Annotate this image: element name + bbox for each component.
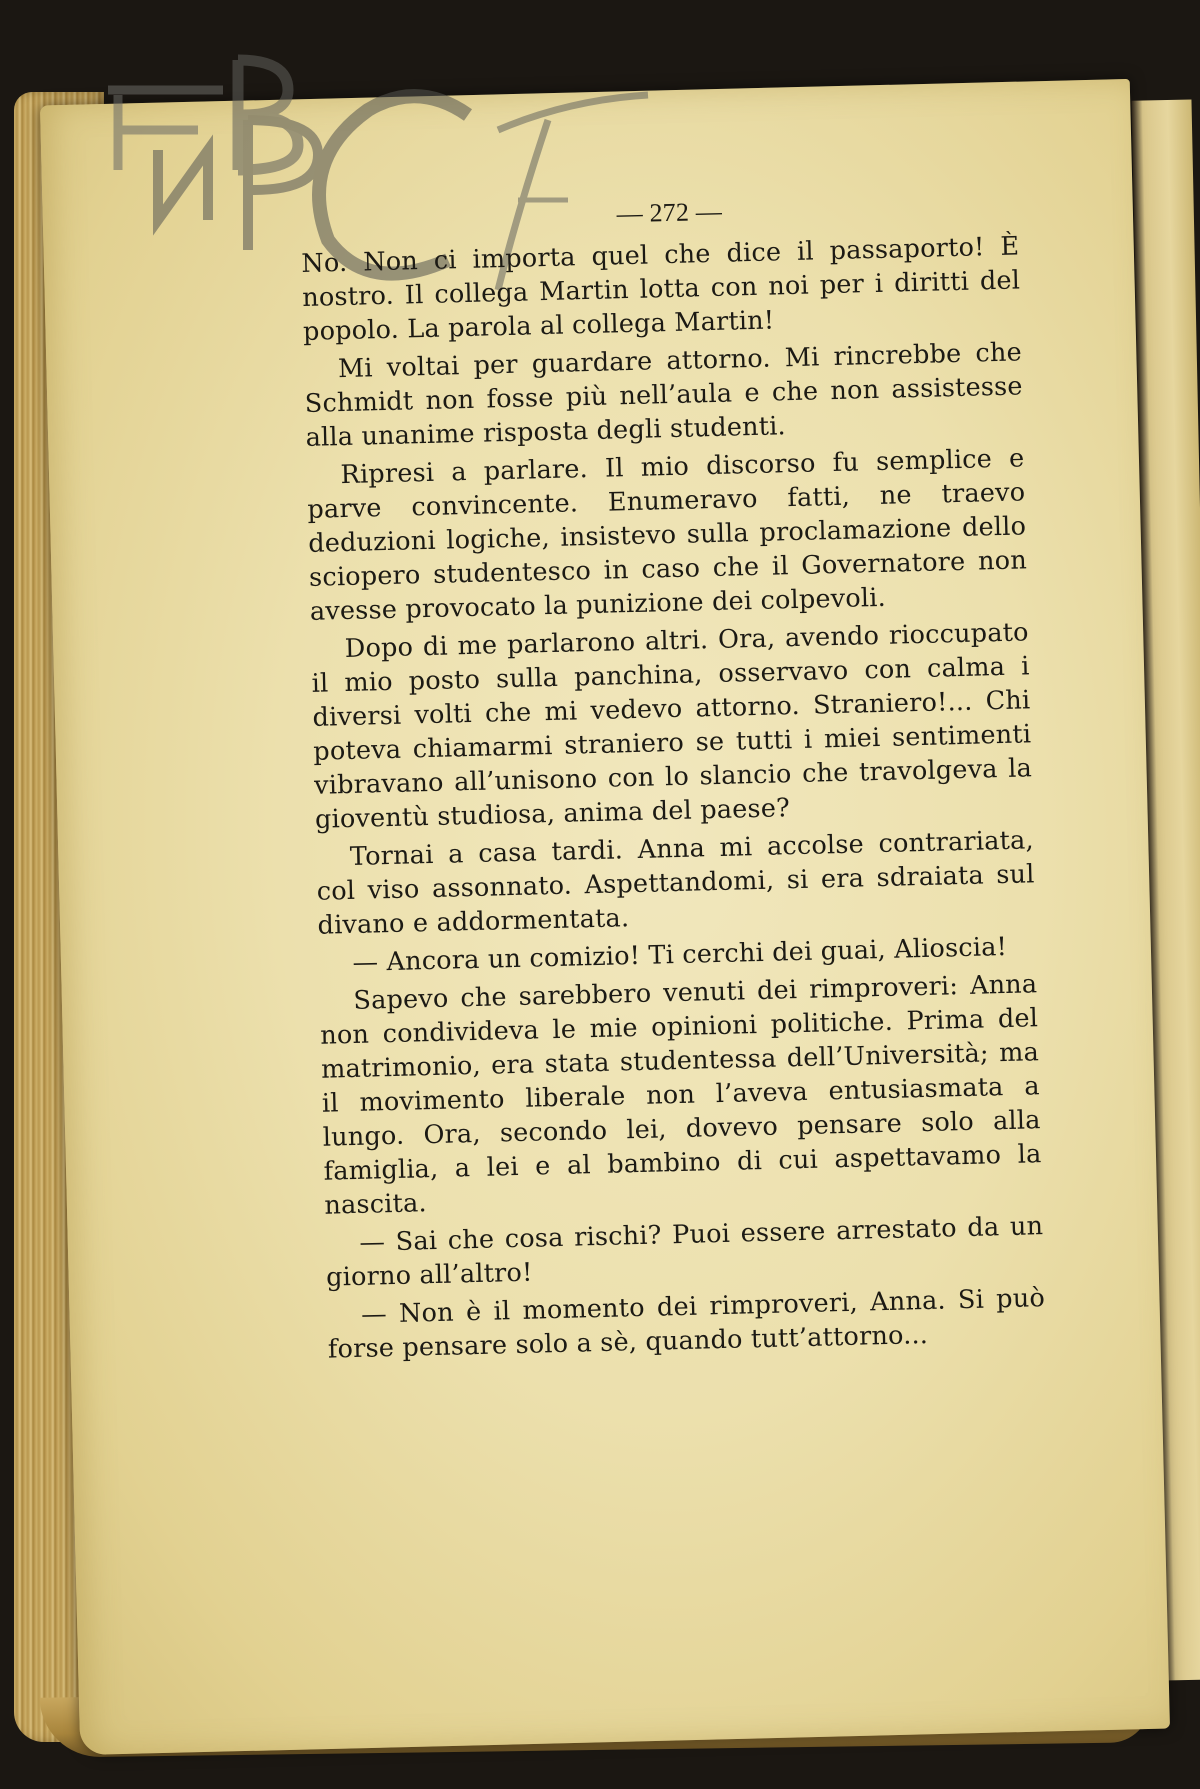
paragraph-2: Mi voltai per guardare attorno. Mi rincrebbe che Schmidt non fosse più nell’aula e che non assistesse alla unanime risposta degli studenti.	[304, 337, 1024, 453]
page-number: — 272 —	[616, 196, 723, 229]
paragraph-3: Ripresi a parlare. Il mio discorso fu semplice e parve convincente. Enumeravo fatti, ne traevo deduzioni logiche, insistevo sulla proclamazione dello sciopero studentesco in caso che il Governatore non avesse provocato la punizione dei colpevoli.	[307, 443, 1028, 627]
paragraph-6: — Ancora un comizio! Ti cerchi dei guai, Alioscia!	[352, 931, 1008, 978]
paragraph-5: Tornai a casa tardi. Anna mi accolse contrariata, col viso assonnato. Aspettandomi, si era sdraiata sul divano e addormentata.	[316, 825, 1035, 941]
page-text	[300, 187, 1046, 1370]
paragraph-8: — Sai che cosa rischi? Puoi essere arrestato da un giorno all’altro!	[325, 1211, 1044, 1293]
paragraph-7: Sapevo che sarebbero venuti dei rimproveri: Anna non condivideva le mie opinioni politiche. Prima del matrimonio, era stata studentessa dell’Università; ma il movimento liberale non l’aveva entusiasmata a lungo. Ora, secondo lei, dovevo pensare solo alla famiglia, a lei e al bambino di cui aspettavamo la nascita.	[319, 969, 1042, 1221]
paragraph-1: No. Non ci importa quel che dice il passaporto! È nostro. Il collega Martin lotta con noi per i diritti del popolo. La parola al collega Martin!	[301, 231, 1021, 347]
paragraph-4: Dopo di me parlarono altri. Ora, avendo rioccupato il mio posto sulla panchina, osservavo con calma i diversi volti che mi vedevo attorno. Straniero!... Chi poteva chiamarmi straniero se tutti i miei sentimenti vibravano all’unisono con lo slancio che travolgeva la gioventù studiosa, anima del paese?	[311, 617, 1033, 835]
paragraph-9: — Non è il momento dei rimproveri, Anna. Si può forse pensare solo a sè, quando tutt’attorno...	[327, 1283, 1046, 1365]
